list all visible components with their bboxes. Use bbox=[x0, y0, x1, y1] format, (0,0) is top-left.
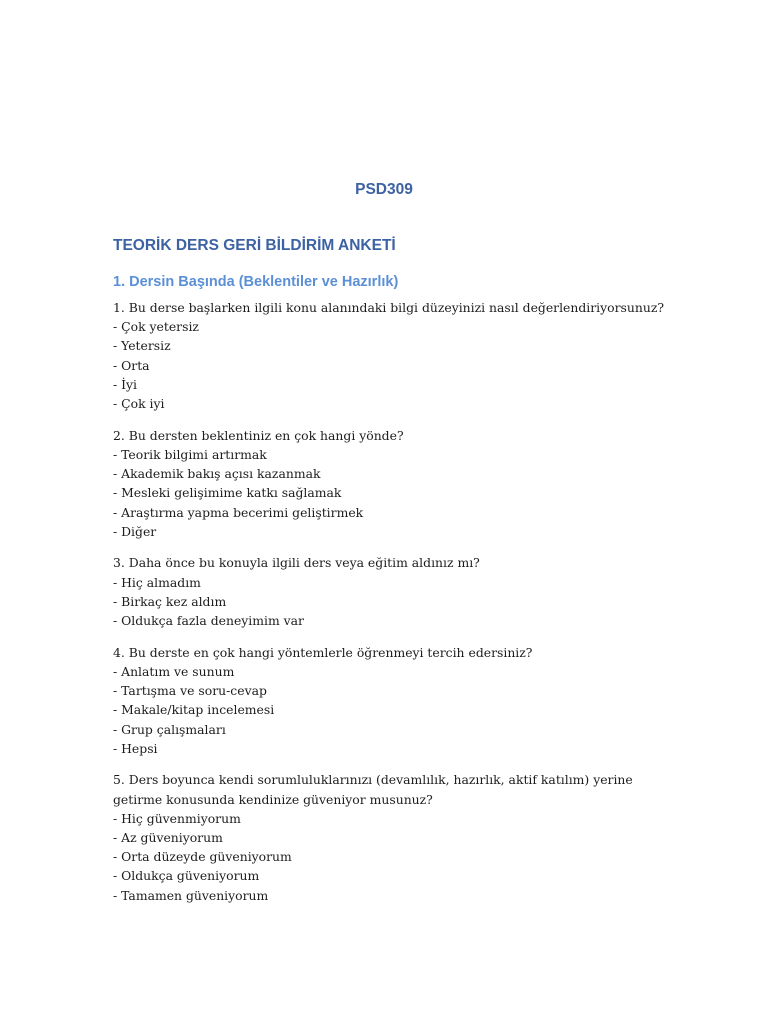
question-text: 2. Bu dersten beklentiniz en çok hangi yönde? bbox=[113, 427, 404, 443]
answer-option: - Yetersiz bbox=[113, 338, 171, 354]
question-block bbox=[113, 770, 673, 904]
course-code: PSD309 bbox=[355, 181, 413, 198]
question-block bbox=[113, 426, 673, 541]
answer-option: - Akademik bakış açısı kazanmak bbox=[113, 466, 321, 482]
answer-option: - Birkaç kez aldım bbox=[113, 593, 227, 609]
question-block bbox=[113, 643, 673, 758]
answer-option: - İyi bbox=[113, 376, 137, 392]
question-list bbox=[113, 298, 673, 917]
answer-option: - Çok yetersiz bbox=[113, 319, 199, 335]
question-text: 4. Bu derste en çok hangi yöntemlerle öğrenmeyi tercih edersiniz? bbox=[113, 644, 533, 660]
answer-option: - Oldukça fazla deneyimim var bbox=[113, 613, 304, 629]
question-block bbox=[113, 553, 673, 630]
document-title: TEORİK DERS GERİ BİLDİRİM ANKETİ bbox=[113, 237, 396, 254]
answer-option: - Hiç almadım bbox=[113, 574, 201, 590]
answer-option: - Orta bbox=[113, 357, 150, 373]
question-text: 1. Bu derse başlarken ilgili konu alanındaki bilgi düzeyinizi nasıl değerlendiriyorsunuz? bbox=[113, 300, 665, 315]
answer-option: - Anlatım ve sunum bbox=[113, 663, 235, 679]
answer-option: - Diğer bbox=[113, 523, 157, 539]
question-block bbox=[113, 298, 673, 413]
question-text: 3. Daha önce bu konuyla ilgili ders veya eğitim aldınız mı? bbox=[113, 555, 480, 571]
answer-option: - Hepsi bbox=[113, 740, 158, 756]
answer-option: - Grup çalışmaları bbox=[113, 721, 226, 737]
answer-option: - Hiç güvenmiyorum bbox=[113, 810, 241, 826]
answer-option: - Az güveniyorum bbox=[113, 830, 223, 846]
answer-option: - Araştırma yapma becerimi geliştirmek bbox=[113, 504, 364, 520]
answer-option: - Orta düzeyde güveniyorum bbox=[113, 849, 292, 865]
answer-option: - Mesleki gelişimime katkı sağlamak bbox=[113, 485, 342, 501]
answer-option: - Teorik bilgimi artırmak bbox=[113, 446, 267, 462]
answer-option: - Oldukça güveniyorum bbox=[113, 868, 260, 884]
question-text: 5. Ders boyunca kendi sorumluluklarınızı (devamlılık, hazırlık, aktif katılım) yerine getirme konusunda kendinize güveniyor musunuz? bbox=[113, 772, 633, 807]
section-heading: 1. Dersin Başında (Beklentiler ve Hazırlık) bbox=[113, 274, 399, 290]
answer-option: - Makale/kitap incelemesi bbox=[113, 702, 275, 718]
answer-option: - Çok iyi bbox=[113, 396, 165, 412]
answer-option: - Tartışma ve soru-cevap bbox=[113, 683, 267, 699]
answer-option: - Tamamen güveniyorum bbox=[113, 887, 269, 903]
